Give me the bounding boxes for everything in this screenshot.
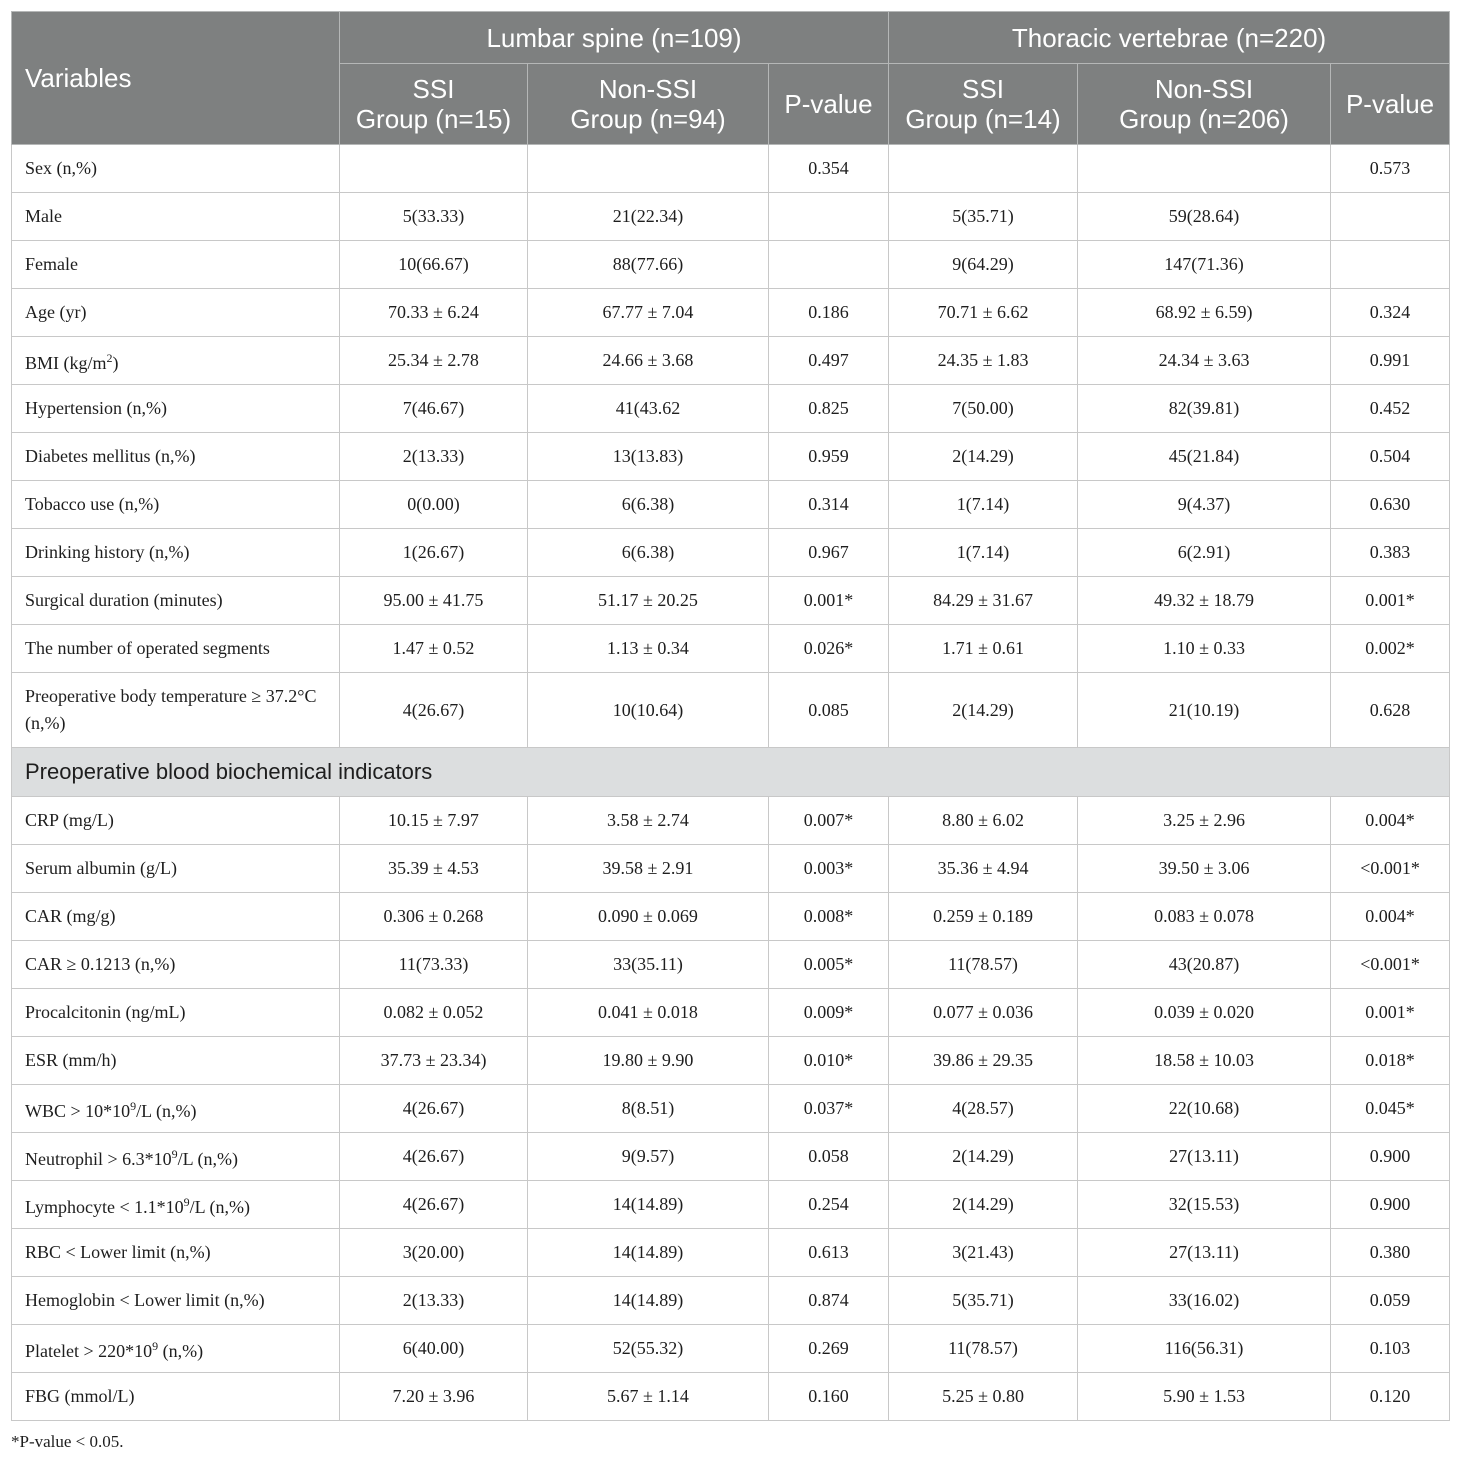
lumbar-p-value-cell: 0.058 [769,1133,889,1181]
thoracic-p-value-cell: 0.004* [1331,797,1450,845]
lumbar-ssi-cell: 4(26.67) [340,1133,528,1181]
table-row [12,433,1450,481]
thoracic-p-value-cell: 0.018* [1331,1037,1450,1085]
lumbar-non-ssi-cell: 9(9.57) [528,1133,769,1181]
thoracic-non-ssi-cell: 1.10 ± 0.33 [1078,625,1331,673]
variable-label: Procalcitonin (ng/mL) [12,989,340,1037]
thoracic-p-value-cell: 0.991 [1331,337,1450,385]
thoracic-p-value-cell: 0.059 [1331,1277,1450,1325]
table-row [12,797,1450,845]
thoracic-non-ssi-cell: 21(10.19) [1078,673,1331,748]
table-row [12,1277,1450,1325]
data-table [11,11,1450,1421]
thoracic-p-value-cell: <0.001* [1331,941,1450,989]
thoracic-non-ssi-cell: 68.92 ± 6.59) [1078,289,1331,337]
table-row [12,1373,1450,1421]
thoracic-ssi-cell: 0.259 ± 0.189 [889,893,1078,941]
lumbar-ssi-cell: 2(13.33) [340,433,528,481]
lumbar-ssi-header: SSI Group (n=15) [340,64,528,145]
lumbar-p-value-cell: 0.254 [769,1181,889,1229]
lumbar-non-ssi-cell: 33(35.11) [528,941,769,989]
lumbar-ssi-cell: 0.306 ± 0.268 [340,893,528,941]
lumbar-p-value-cell: 0.269 [769,1325,889,1373]
thoracic-non-ssi-cell: 45(21.84) [1078,433,1331,481]
thoracic-ssi-cell: 11(78.57) [889,1325,1078,1373]
thoracic-ssi-cell [889,145,1078,193]
lumbar-ssi-cell: 5(33.33) [340,193,528,241]
thoracic-non-ssi-cell: 9(4.37) [1078,481,1331,529]
thoracic-non-ssi-header: Non-SSI Group (n=206) [1078,64,1331,145]
thoracic-p-value-header: P-value [1331,64,1450,145]
lumbar-ssi-cell: 35.39 ± 4.53 [340,845,528,893]
variables-header: Variables [12,12,340,145]
table-row [12,193,1450,241]
table-row [12,893,1450,941]
lumbar-p-value-cell: 0.825 [769,385,889,433]
variable-label: Diabetes mellitus (n,%) [12,433,340,481]
lumbar-non-ssi-cell: 14(14.89) [528,1277,769,1325]
lumbar-ssi-cell: 3(20.00) [340,1229,528,1277]
thoracic-non-ssi-cell: 0.083 ± 0.078 [1078,893,1331,941]
lumbar-p-value-cell: 0.085 [769,673,889,748]
thoracic-ssi-cell: 8.80 ± 6.02 [889,797,1078,845]
lumbar-ssi-cell: 95.00 ± 41.75 [340,577,528,625]
variable-label: WBC > $10*10^9/L$ (n,%) [12,1085,340,1133]
lumbar-non-ssi-cell: 51.17 ± 20.25 [528,577,769,625]
lumbar-p-value-cell: 0.967 [769,529,889,577]
lumbar-ssi-cell [340,145,528,193]
table-row [12,1325,1450,1373]
variable-label: Hemoglobin < Lower limit (n,%) [12,1277,340,1325]
lumbar-non-ssi-cell: 19.80 ± 9.90 [528,1037,769,1085]
lumbar-non-ssi-cell: 14(14.89) [528,1229,769,1277]
lumbar-p-value-cell: 0.314 [769,481,889,529]
thoracic-non-ssi-cell: 39.50 ± 3.06 [1078,845,1331,893]
lumbar-ssi-cell: 7.20 ± 3.96 [340,1373,528,1421]
lumbar-p-value-cell: 0.037* [769,1085,889,1133]
lumbar-non-ssi-cell: 21(22.34) [528,193,769,241]
thoracic-ssi-cell: 39.86 ± 29.35 [889,1037,1078,1085]
thoracic-vertebrae-header: Thoracic vertebrae (n=220) [889,12,1450,64]
thoracic-p-value-cell: 0.900 [1331,1181,1450,1229]
lumbar-ssi-cell: 4(26.67) [340,1085,528,1133]
variable-label: Male [12,193,340,241]
lumbar-non-ssi-cell: 52(55.32) [528,1325,769,1373]
variable-label: Hypertension (n,%) [12,385,340,433]
thoracic-non-ssi-cell: 33(16.02) [1078,1277,1331,1325]
lumbar-p-value-cell: 0.001* [769,577,889,625]
thoracic-p-value-cell: 0.002* [1331,625,1450,673]
thoracic-non-ssi-cell [1078,145,1331,193]
thoracic-p-value-cell: 0.504 [1331,433,1450,481]
thoracic-non-ssi-cell: 116(56.31) [1078,1325,1331,1373]
lumbar-p-value-cell: 0.026* [769,625,889,673]
lumbar-p-value-cell: 0.959 [769,433,889,481]
table-row [12,845,1450,893]
variable-label: Sex (n,%) [12,145,340,193]
variable-label: CAR ≥ 0.1213 (n,%) [12,941,340,989]
lumbar-p-value-cell: 0.497 [769,337,889,385]
thoracic-ssi-cell: 2(14.29) [889,673,1078,748]
lumbar-p-value-cell: 0.005* [769,941,889,989]
lumbar-p-value-cell: 0.354 [769,145,889,193]
thoracic-p-value-cell: 0.001* [1331,989,1450,1037]
thoracic-ssi-cell: 5(35.71) [889,1277,1078,1325]
thoracic-non-ssi-cell: 49.32 ± 18.79 [1078,577,1331,625]
variable-label: The number of operated segments [12,625,340,673]
footnote: *P-value < 0.05. [11,1432,124,1451]
table-row [12,337,1450,385]
lumbar-non-ssi-header: Non-SSI Group (n=94) [528,64,769,145]
lumbar-non-ssi-cell: 0.041 ± 0.018 [528,989,769,1037]
lumbar-ssi-cell: 2(13.33) [340,1277,528,1325]
lumbar-non-ssi-cell: 3.58 ± 2.74 [528,797,769,845]
lumbar-ssi-cell: 0(0.00) [340,481,528,529]
lumbar-ssi-cell: 1.47 ± 0.52 [340,625,528,673]
table-row [12,481,1450,529]
thoracic-p-value-cell: 0.004* [1331,893,1450,941]
lumbar-p-value-cell: 0.160 [769,1373,889,1421]
lumbar-p-value-header: P-value [769,64,889,145]
variable-label: Lymphocyte < $1.1*10^9/L$ (n,%) [12,1181,340,1229]
variable-label: Preoperative body temperature ≥ 37.2°C (n,%) [12,673,340,748]
thoracic-non-ssi-cell: 59(28.64) [1078,193,1331,241]
lumbar-ssi-cell: 4(26.67) [340,673,528,748]
lumbar-non-ssi-cell: 6(6.38) [528,481,769,529]
lumbar-non-ssi-cell: 88(77.66) [528,241,769,289]
variable-label: Tobacco use (n,%) [12,481,340,529]
thoracic-non-ssi-cell: 6(2.91) [1078,529,1331,577]
thoracic-p-value-cell: 0.452 [1331,385,1450,433]
table-row [12,989,1450,1037]
variable-label: Neutrophil > $6.3*10^9/L$ (n,%) [12,1133,340,1181]
variable-label: Female [12,241,340,289]
variable-label: Platelet > $220*10^9$ (n,%) [12,1325,340,1373]
thoracic-non-ssi-cell: 43(20.87) [1078,941,1331,989]
thoracic-ssi-cell: 2(14.29) [889,1181,1078,1229]
thoracic-p-value-cell: 0.380 [1331,1229,1450,1277]
thoracic-p-value-cell: 0.900 [1331,1133,1450,1181]
lumbar-ssi-cell: 70.33 ± 6.24 [340,289,528,337]
thoracic-p-value-cell: 0.628 [1331,673,1450,748]
thoracic-p-value-cell: 0.120 [1331,1373,1450,1421]
table-row [12,1133,1450,1181]
lumbar-p-value-cell: 0.874 [769,1277,889,1325]
thoracic-ssi-cell: 1(7.14) [889,529,1078,577]
table-row [12,145,1450,193]
thoracic-ssi-cell: 0.077 ± 0.036 [889,989,1078,1037]
table-body [12,145,1450,1421]
lumbar-non-ssi-cell: 24.66 ± 3.68 [528,337,769,385]
lumbar-non-ssi-cell: 39.58 ± 2.91 [528,845,769,893]
thoracic-non-ssi-cell: 147(71.36) [1078,241,1331,289]
lumbar-p-value-cell: 0.003* [769,845,889,893]
table-row [12,385,1450,433]
thoracic-non-ssi-cell: 32(15.53) [1078,1181,1331,1229]
thoracic-non-ssi-cell: 0.039 ± 0.020 [1078,989,1331,1037]
lumbar-p-value-cell [769,193,889,241]
lumbar-non-ssi-cell [528,145,769,193]
thoracic-ssi-cell: 70.71 ± 6.62 [889,289,1078,337]
variable-label: CRP (mg/L) [12,797,340,845]
thoracic-ssi-cell: 9(64.29) [889,241,1078,289]
variable-label: FBG (mmol/L) [12,1373,340,1421]
thoracic-non-ssi-cell: 5.90 ± 1.53 [1078,1373,1331,1421]
thoracic-non-ssi-cell: 82(39.81) [1078,385,1331,433]
thoracic-p-value-cell: 0.045* [1331,1085,1450,1133]
thoracic-ssi-cell: 2(14.29) [889,1133,1078,1181]
lumbar-ssi-cell: 10(66.67) [340,241,528,289]
thoracic-non-ssi-cell: 27(13.11) [1078,1229,1331,1277]
variable-label: Serum albumin (g/L) [12,845,340,893]
table-row [12,577,1450,625]
lumbar-p-value-cell: 0.007* [769,797,889,845]
thoracic-non-ssi-cell: 3.25 ± 2.96 [1078,797,1331,845]
lumbar-p-value-cell: 0.008* [769,893,889,941]
thoracic-non-ssi-cell: 22(10.68) [1078,1085,1331,1133]
thoracic-ssi-cell: 24.35 ± 1.83 [889,337,1078,385]
table-row [12,1037,1450,1085]
variable-label: RBC < Lower limit (n,%) [12,1229,340,1277]
thoracic-p-value-cell: 0.001* [1331,577,1450,625]
lumbar-non-ssi-cell: 1.13 ± 0.34 [528,625,769,673]
lumbar-non-ssi-cell: 5.67 ± 1.14 [528,1373,769,1421]
thoracic-ssi-cell: 5.25 ± 0.80 [889,1373,1078,1421]
table-row [12,529,1450,577]
lumbar-non-ssi-cell: 41(43.62 [528,385,769,433]
lumbar-ssi-cell: 11(73.33) [340,941,528,989]
lumbar-non-ssi-cell: 67.77 ± 7.04 [528,289,769,337]
variable-label: CAR (mg/g) [12,893,340,941]
variable-label: Surgical duration (minutes) [12,577,340,625]
thoracic-p-value-cell [1331,241,1450,289]
thoracic-ssi-cell: 35.36 ± 4.94 [889,845,1078,893]
table-row [12,1229,1450,1277]
section-heading: Preoperative blood biochemical indicators [12,748,1450,797]
thoracic-ssi-cell: 5(35.71) [889,193,1078,241]
lumbar-ssi-cell: 7(46.67) [340,385,528,433]
thoracic-ssi-header: SSI Group (n=14) [889,64,1078,145]
lumbar-ssi-cell: 37.73 ± 23.34) [340,1037,528,1085]
lumbar-ssi-cell: 0.082 ± 0.052 [340,989,528,1037]
thoracic-ssi-cell: 4(28.57) [889,1085,1078,1133]
table-row [12,241,1450,289]
lumbar-non-ssi-cell: 14(14.89) [528,1181,769,1229]
table-row [12,625,1450,673]
thoracic-p-value-cell: 0.630 [1331,481,1450,529]
thoracic-ssi-cell: 2(14.29) [889,433,1078,481]
thoracic-ssi-cell: 11(78.57) [889,941,1078,989]
thoracic-ssi-cell: 3(21.43) [889,1229,1078,1277]
variable-label: ESR (mm/h) [12,1037,340,1085]
lumbar-non-ssi-cell: 6(6.38) [528,529,769,577]
lumbar-non-ssi-cell: 0.090 ± 0.069 [528,893,769,941]
lumbar-ssi-cell: 10.15 ± 7.97 [340,797,528,845]
lumbar-ssi-cell: 25.34 ± 2.78 [340,337,528,385]
lumbar-p-value-cell: 0.009* [769,989,889,1037]
lumbar-non-ssi-cell: 13(13.83) [528,433,769,481]
thoracic-p-value-cell: 0.383 [1331,529,1450,577]
lumbar-ssi-cell: 4(26.67) [340,1181,528,1229]
lumbar-p-value-cell: 0.010* [769,1037,889,1085]
variable-label: BMI $(kg/m^2)$ [12,337,340,385]
thoracic-ssi-cell: 1.71 ± 0.61 [889,625,1078,673]
lumbar-p-value-cell: 0.613 [769,1229,889,1277]
lumbar-p-value-cell [769,241,889,289]
table-row [12,673,1450,748]
thoracic-non-ssi-cell: 18.58 ± 10.03 [1078,1037,1331,1085]
lumbar-ssi-cell: 1(26.67) [340,529,528,577]
lumbar-p-value-cell: 0.186 [769,289,889,337]
table-row [12,941,1450,989]
lumbar-non-ssi-cell: 10(10.64) [528,673,769,748]
lumbar-ssi-cell: 6(40.00) [340,1325,528,1373]
thoracic-non-ssi-cell: 24.34 ± 3.63 [1078,337,1331,385]
lumbar-spine-header: Lumbar spine (n=109) [340,12,889,64]
thoracic-ssi-cell: 1(7.14) [889,481,1078,529]
table-row [12,289,1450,337]
thoracic-ssi-cell: 84.29 ± 31.67 [889,577,1078,625]
thoracic-non-ssi-cell: 27(13.11) [1078,1133,1331,1181]
thoracic-p-value-cell: 0.103 [1331,1325,1450,1373]
variable-label: Age (yr) [12,289,340,337]
table-row [12,1085,1450,1133]
thoracic-p-value-cell: 0.573 [1331,145,1450,193]
section-row [12,748,1450,797]
thoracic-p-value-cell [1331,193,1450,241]
thoracic-p-value-cell: 0.324 [1331,289,1450,337]
variable-label: Drinking history (n,%) [12,529,340,577]
lumbar-non-ssi-cell: 8(8.51) [528,1085,769,1133]
thoracic-p-value-cell: <0.001* [1331,845,1450,893]
thoracic-ssi-cell: 7(50.00) [889,385,1078,433]
table-row [12,1181,1450,1229]
